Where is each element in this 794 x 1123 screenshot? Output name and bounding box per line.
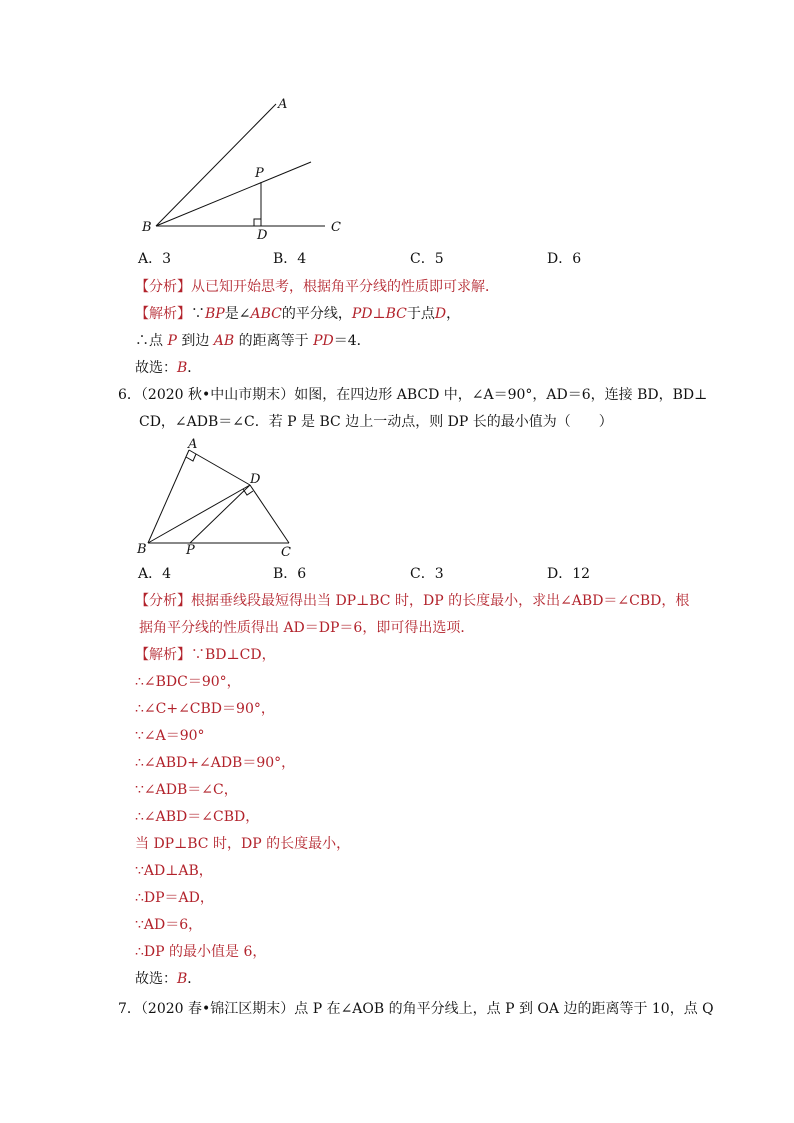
q5-option-c: C．5: [410, 251, 444, 267]
label-c: C: [331, 220, 341, 235]
solution-tag: 【解析】: [135, 306, 191, 322]
side-dc: [250, 485, 289, 543]
right-angle-mark-a: [186, 454, 196, 461]
q6-solution-line-0: [135, 646, 276, 664]
text: ，: [446, 306, 461, 322]
q5-solution-line-1: [135, 305, 460, 323]
q7-stem-line-1: [118, 1000, 714, 1018]
q5-analysis: [135, 278, 499, 296]
label-c2: C: [281, 545, 291, 560]
q6-step-2: ∴∠C+∠CBD＝90°，: [135, 701, 275, 717]
q6-step-1: ∴∠BDC＝90°，: [135, 674, 241, 690]
q6-step-7: 当 DP⊥BC 时，DP 的长度最小，: [135, 836, 351, 852]
q6-answer: [135, 970, 201, 988]
q6-option-d: D．12: [547, 566, 591, 582]
q6-option-b: B．6: [273, 566, 307, 582]
answer-value: B: [177, 971, 188, 987]
answer-label: 故选：: [135, 971, 177, 987]
math: PD⊥BC: [351, 306, 407, 322]
text: 的距离等于: [234, 333, 314, 349]
solution-tag: 【解析】: [135, 647, 191, 663]
math: PD: [313, 333, 334, 349]
label-d: D: [257, 228, 268, 243]
q6-step-11: ∴DP 的最小值是 6，: [135, 944, 267, 960]
analysis-text: 根据垂线段最短得出当 DP⊥BC 时，DP 的长度最小，求出∠ABD＝∠CBD，根: [191, 593, 690, 609]
q5-option-b: B．4: [273, 251, 307, 267]
text: ∵: [191, 306, 205, 322]
answer-value: B: [177, 360, 188, 376]
side-ad: [189, 450, 250, 485]
label-d2: D: [250, 472, 261, 487]
q6-step-8: ∵AD⊥AB，: [135, 863, 213, 879]
text: 于点: [406, 306, 435, 322]
q5-answer: [135, 359, 201, 377]
math: D: [434, 306, 447, 322]
label-b2: B: [137, 542, 147, 557]
text: ∴点: [135, 333, 168, 349]
q5-solution-line-2: [135, 332, 371, 350]
label-p2: P: [186, 543, 195, 558]
label-b: B: [142, 220, 152, 235]
math: ABC: [250, 306, 282, 322]
answer-label: 故选：: [135, 360, 177, 376]
q6-step-4: ∴∠ABD+∠ADB＝90°，: [135, 755, 296, 771]
question-number: 7．: [118, 1001, 141, 1017]
q6-step-9: ∴DP＝AD，: [135, 890, 214, 906]
question-number: 6．: [118, 387, 141, 403]
ray-ba: [156, 104, 276, 226]
analysis-text: 从已知开始思考，根据角平分线的性质即可求解．: [191, 279, 499, 295]
q6-step-5: ∵∠ADB＝∠C，: [135, 782, 238, 798]
text: 的平分线，: [281, 306, 352, 322]
q5-option-a: A．3: [138, 251, 172, 267]
q6-stem-line-1: [118, 386, 707, 404]
q6-step-6: ∴∠ABD＝∠CBD，: [135, 809, 260, 825]
label-p: P: [255, 166, 264, 181]
label-a2: A: [188, 437, 198, 452]
text: 到边: [176, 333, 214, 349]
q6-step-3: ∵∠A＝90°: [135, 728, 205, 744]
text: 是∠: [224, 306, 251, 322]
figure-quadrilateral: [136, 437, 291, 560]
right-angle-mark: [254, 219, 261, 226]
q6-step-10: ∵AD＝6，: [135, 917, 203, 933]
solution-step: ∵BD⊥CD，: [191, 647, 276, 663]
text: ．: [187, 971, 202, 987]
q6-option-a: A．4: [138, 566, 172, 582]
text: ＝4．: [333, 333, 371, 349]
side-ab: [148, 450, 189, 543]
q6-analysis-line-1: [135, 592, 689, 610]
q6-stem-line-2: CD，∠ADB＝∠C．若 P 是 BC 边上一动点，则 DP 长的最小值为（ ）: [139, 414, 613, 430]
math: P: [167, 333, 177, 349]
text: ．: [187, 360, 202, 376]
question-text: （2020 春•锦江区期末）点 P 在∠AOB 的角平分线上，点 P 到 OA 边的距离等于 10，点 Q: [140, 1001, 714, 1017]
q6-option-c: C．3: [410, 566, 444, 582]
analysis-tag: 【分析】: [135, 279, 191, 295]
label-a: A: [278, 97, 288, 112]
ray-bp: [156, 162, 311, 226]
analysis-tag: 【分析】: [135, 593, 191, 609]
math: AB: [213, 333, 235, 349]
q6-analysis-line-2: 据角平分线的性质得出 AD＝DP＝6，即可得出选项．: [139, 620, 475, 636]
q5-option-d: D．6: [547, 251, 582, 267]
question-text: （2020 秋•中山市期末）如图，在四边形 ABCD 中，∠A＝90°，AD＝6，连接 BD，BD⊥: [140, 387, 708, 403]
math: BP: [205, 306, 225, 322]
